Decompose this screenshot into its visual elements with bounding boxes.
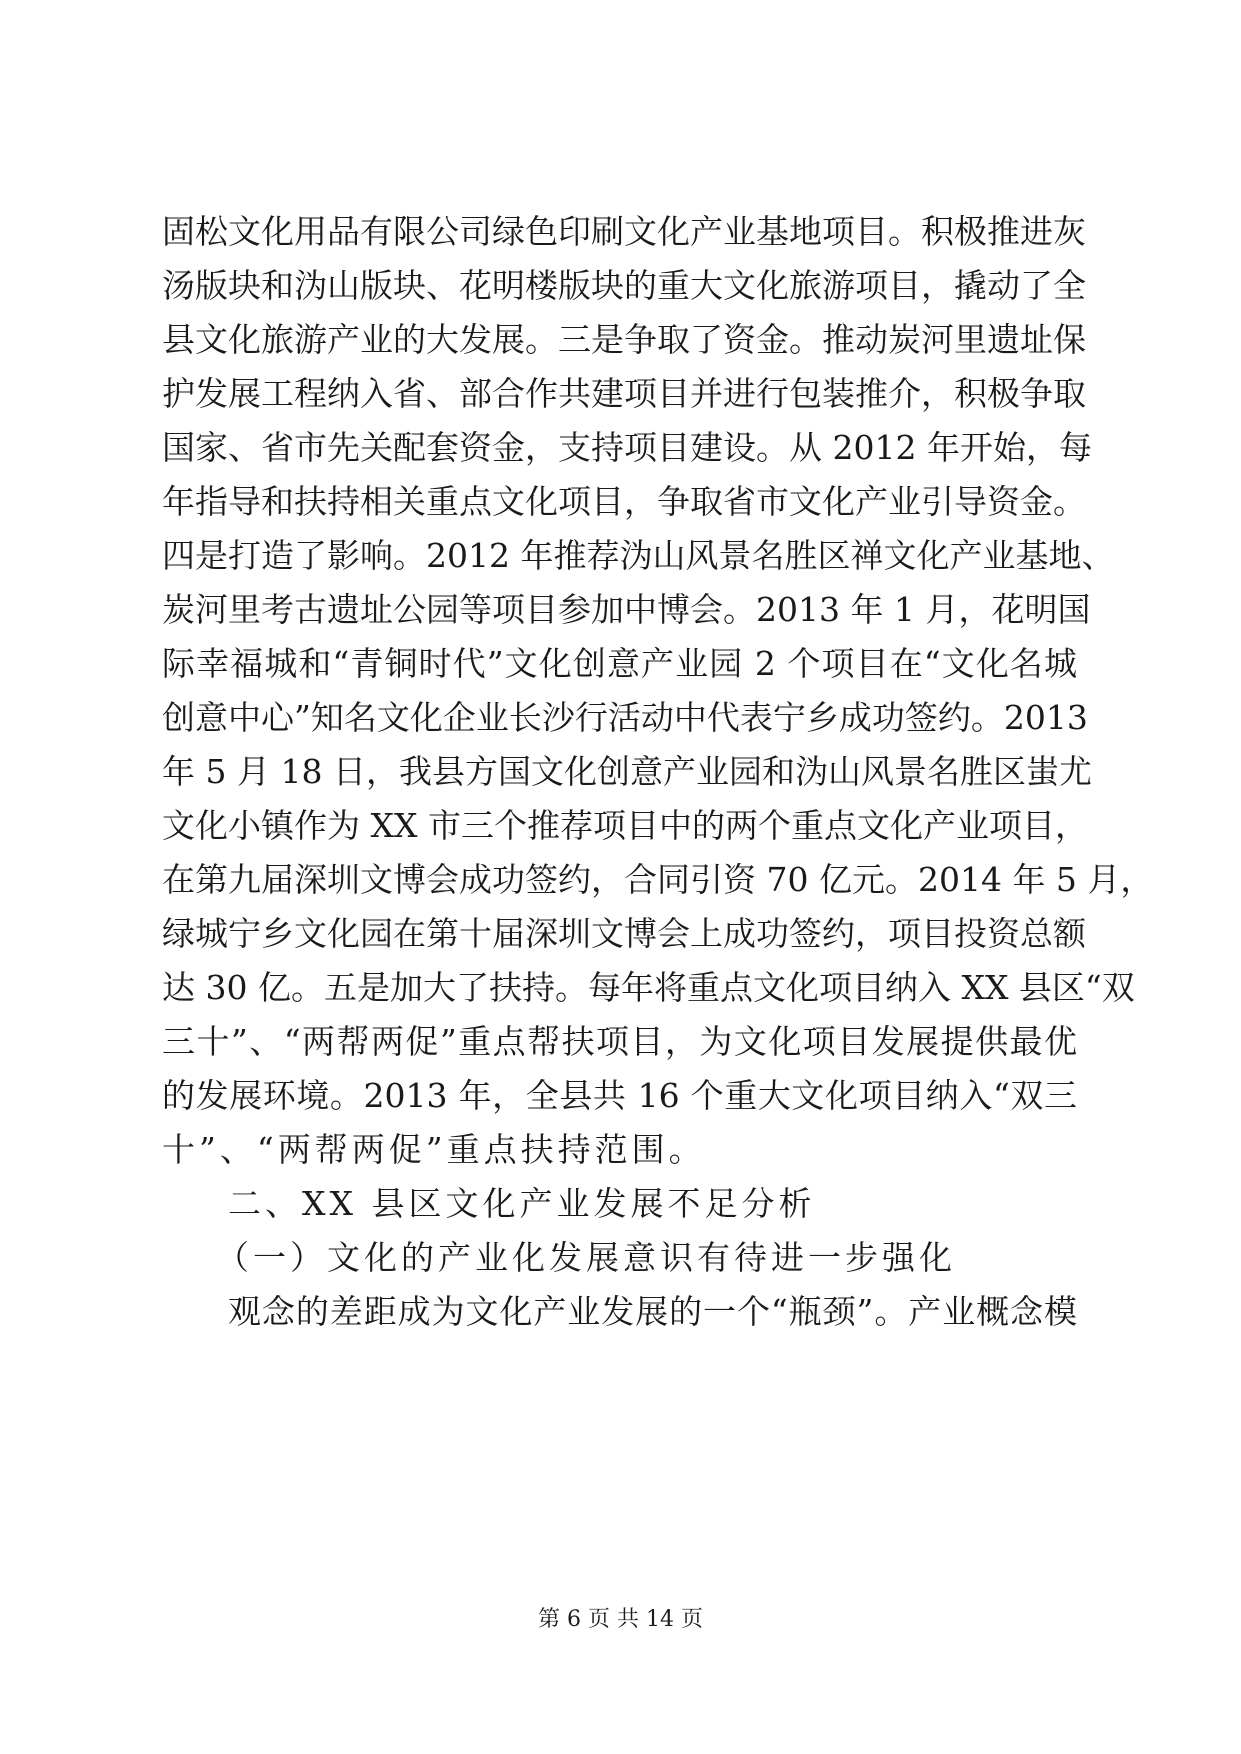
page-number-footer: 第 6 页 共 14 页	[538, 1607, 703, 1632]
body-text-line: 在第九届深圳文博会成功签约，合同引资 70 亿元。2014 年 5 月，	[162, 860, 1154, 899]
body-text-line: 固松文化用品有限公司绿色印刷文化产业基地项目。积极推进灰	[162, 212, 1086, 251]
body-text-line: 年 5 月 18 日，我县方国文化创意产业园和沩山风景名胜区蚩尤	[162, 752, 1092, 791]
body-text-line: 十”、“两帮两促”重点扶持范围。	[162, 1130, 706, 1169]
body-text-line: 汤版块和沩山版块、花明楼版块的重大文化旅游项目，撬动了全	[162, 266, 1086, 305]
body-text-line: 年指导和扶持相关重点文化项目，争取省市文化产业引导资金。	[162, 482, 1086, 521]
body-text-line: 炭河里考古遗址公园等项目参加中博会。2013 年 1 月，花明国	[162, 590, 1091, 629]
body-text-line: 的发展环境。2013 年，全县共 16 个重大文化项目纳入“双三	[162, 1076, 1077, 1115]
body-text-line: 创意中心”知名文化企业长沙行活动中代表宁乡成功签约。2013	[162, 698, 1088, 737]
subsection-heading: （一）文化的产业化发展意识有待进一步强化	[216, 1238, 956, 1277]
body-text-line: 际幸福城和“青铜时代”文化创意产业园 2 个项目在“文化名城	[162, 644, 1077, 683]
body-text-line: 观念的差距成为文化产业发展的一个“瓶颈”。产业概念模	[228, 1292, 1077, 1331]
body-text-line: 三十”、“两帮两促”重点帮扶项目，为文化项目发展提供最优	[162, 1022, 1077, 1061]
body-text-line: 绿城宁乡文化园在第十届深圳文博会上成功签约，项目投资总额	[162, 914, 1086, 953]
body-text-line: 四是打造了影响。2012 年推荐沩山风景名胜区禅文化产业基地、	[162, 536, 1115, 575]
body-text-line: 达 30 亿。五是加大了扶持。每年将重点文化项目纳入 XX 县区“双	[162, 968, 1135, 1007]
body-text-line: 县文化旅游产业的大发展。三是争取了资金。推动炭河里遗址保	[162, 320, 1086, 359]
body-text-line: 文化小镇作为 XX 市三个推荐项目中的两个重点文化产业项目，	[162, 806, 1088, 845]
body-text-line: 护发展工程纳入省、部合作共建项目并进行包装推介，积极争取	[162, 374, 1086, 413]
section-heading: 二、XX 县区文化产业发展不足分析	[228, 1184, 816, 1223]
body-text-line: 国家、省市先关配套资金，支持项目建设。从 2012 年开始，每	[162, 428, 1092, 467]
